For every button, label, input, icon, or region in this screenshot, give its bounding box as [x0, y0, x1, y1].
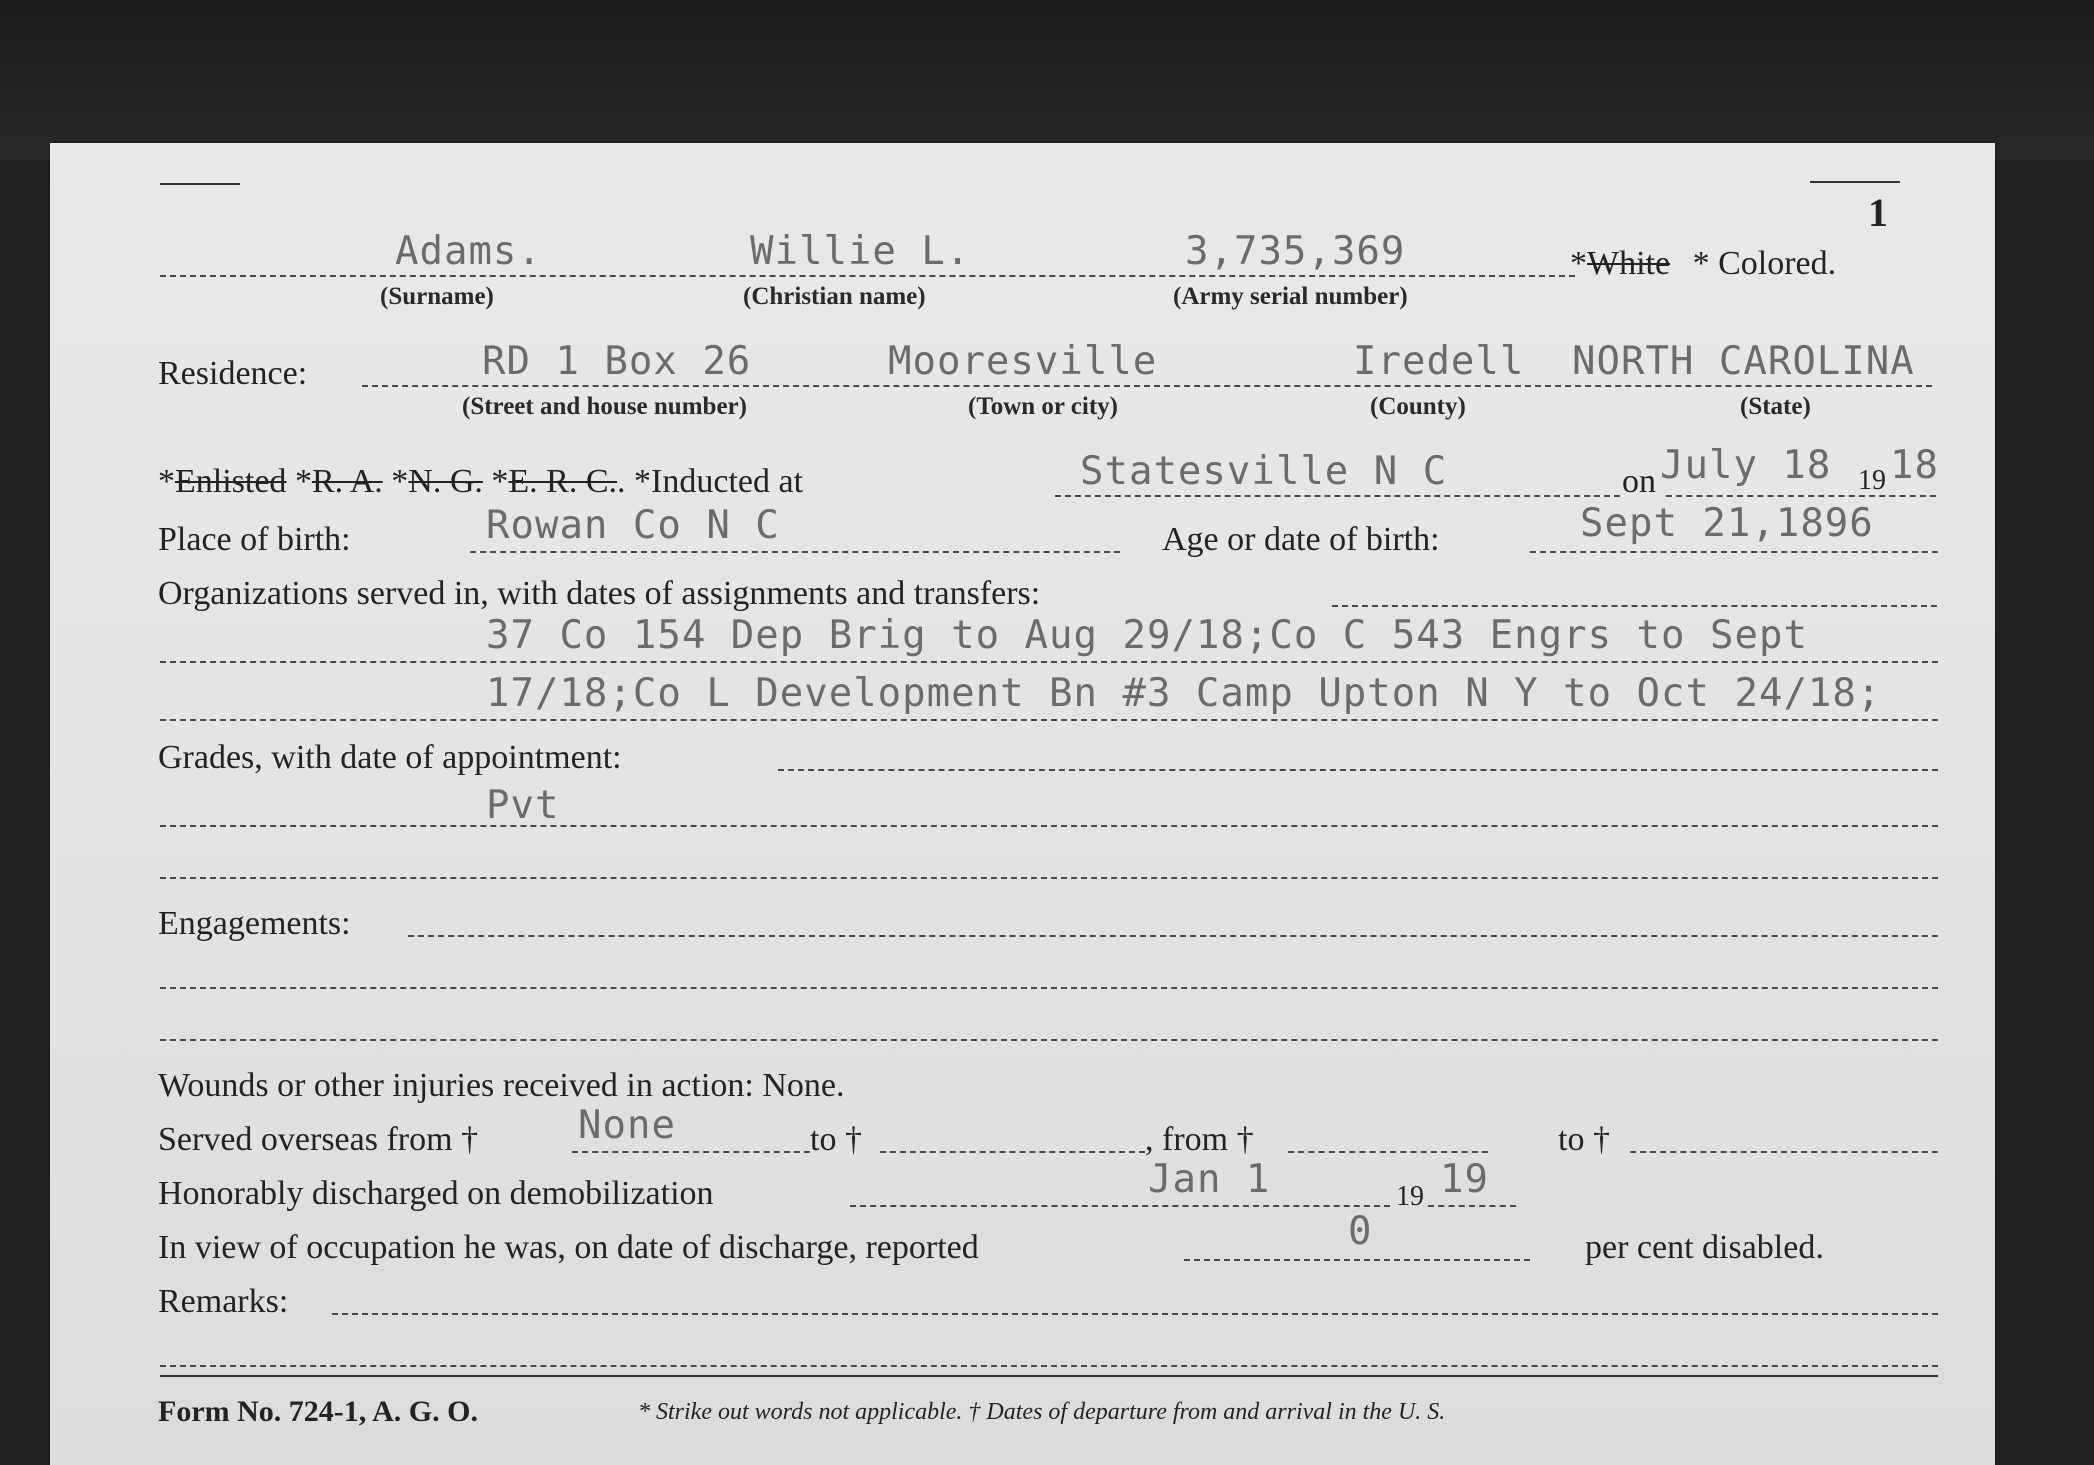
- card-number: 1: [1868, 190, 1888, 235]
- overseas-from-label: , from †: [1145, 1121, 1254, 1158]
- overseas-from-line: [572, 1151, 810, 1153]
- engagements-label: Engagements:: [158, 905, 351, 942]
- top-right-rule: [1810, 181, 1900, 183]
- race-options: *White * Colored.: [1570, 245, 1837, 282]
- service-record-card: [50, 143, 1995, 1465]
- enlisted-option: Enlisted: [175, 463, 287, 500]
- overseas-label: Served overseas from †: [158, 1121, 479, 1158]
- inducted-date: July 18: [1660, 443, 1832, 488]
- residence-line: [362, 385, 1932, 387]
- remarks-label: Remarks:: [158, 1283, 289, 1320]
- ra-option: R. A.: [311, 463, 383, 500]
- street-caption: (Street and house number): [462, 393, 747, 420]
- race-colored: Colored.: [1718, 245, 1837, 282]
- wounds-value: None.: [762, 1067, 845, 1104]
- disability-suffix: per cent disabled.: [1585, 1229, 1824, 1266]
- erc-option: E. R. C.: [508, 463, 618, 500]
- residence-county: Iredell: [1353, 339, 1525, 384]
- row1-line: [160, 275, 1575, 277]
- organizations-label: Organizations served in, with dates of assignments and transfers:: [158, 575, 1041, 612]
- form-number: Form No. 724-1, A. G. O.: [158, 1395, 478, 1428]
- grades-rule-1: [160, 825, 1938, 827]
- residence-label: Residence:: [158, 355, 308, 392]
- top-left-rule: [160, 183, 240, 185]
- overseas-to2-line: [1630, 1151, 1938, 1153]
- grades-rule-2: [160, 877, 1938, 879]
- grades-line-0: [778, 769, 1938, 771]
- overseas-value: None: [578, 1103, 676, 1148]
- birth-date-line: [1530, 551, 1938, 553]
- discharge-year-suffix: 19: [1440, 1157, 1489, 1202]
- organizations-line-0: [1332, 605, 1937, 607]
- overseas-from2-line: [1288, 1151, 1488, 1153]
- inducted-on-label: on: [1622, 463, 1656, 500]
- overseas-to2-label: to †: [1558, 1121, 1610, 1158]
- birth-place-label: Place of birth:: [158, 521, 351, 558]
- overseas-to-label: to †: [810, 1121, 862, 1158]
- enlistment-options: *Enlisted *R. A. *N. G. *E. R. C.. *Inducted at: [158, 463, 804, 500]
- inducted-year-prefix: 19: [1858, 465, 1886, 496]
- birth-date-label: Age or date of birth:: [1162, 521, 1440, 558]
- state-caption: (State): [1740, 393, 1811, 420]
- remarks-line-0: [332, 1313, 1938, 1315]
- discharge-date-line: [850, 1205, 1390, 1207]
- race-white: White: [1587, 245, 1671, 282]
- birth-place-line: [470, 551, 1120, 553]
- organizations-rule-1: [160, 661, 1938, 663]
- engagements-rule-2: [160, 1039, 1938, 1041]
- county-caption: (County): [1370, 393, 1466, 420]
- wounds-label-text: Wounds or other injuries received in action:: [158, 1067, 754, 1104]
- discharge-date: Jan 1: [1148, 1157, 1271, 1202]
- scanner-background: [0, 0, 2094, 160]
- engagements-rule-1: [160, 987, 1938, 989]
- discharge-year-prefix: 19: [1396, 1181, 1424, 1212]
- organizations-line-1: 37 Co 154 Dep Brig to Aug 29/18;Co C 543 Engrs to Sept: [486, 613, 1808, 658]
- inducted-date-line: [1666, 495, 1936, 497]
- disability-value: 0: [1348, 1209, 1373, 1254]
- disability-label: In view of occupation he was, on date of discharge, reported: [158, 1229, 979, 1266]
- inducted-label: Inducted at: [651, 463, 804, 500]
- serial-caption: (Army serial number): [1173, 283, 1408, 310]
- inducted-place-line: [1055, 495, 1620, 497]
- organizations-line-2: 17/18;Co L Development Bn #3 Camp Upton N Y to Oct 24/18;: [486, 671, 1882, 716]
- residence-street: RD 1 Box 26: [482, 339, 752, 384]
- remarks-rule-1: [160, 1365, 1938, 1367]
- inducted-year-suffix: 18: [1890, 443, 1939, 488]
- grades-value: Pvt: [486, 783, 560, 828]
- birth-date: Sept 21,1896: [1580, 501, 1874, 546]
- christian-caption: (Christian name): [743, 283, 926, 310]
- footer-note: * Strike out words not applicable. † Dates of departure from and arrival in the U. S.: [638, 1399, 1446, 1425]
- surname-value: Adams.: [395, 229, 542, 274]
- grades-label: Grades, with date of appointment:: [158, 739, 622, 776]
- town-caption: (Town or city): [968, 393, 1118, 420]
- christian-name-value: Willie L.: [750, 229, 971, 274]
- serial-number-value: 3,735,369: [1185, 229, 1406, 274]
- birth-place: Rowan Co N C: [486, 503, 780, 548]
- remarks-rule-2: [160, 1375, 1938, 1377]
- organizations-rule-2: [160, 719, 1938, 721]
- engagements-line-0: [408, 935, 1938, 937]
- wounds-label: [158, 1067, 845, 1105]
- discharge-label: Honorably discharged on demobilization: [158, 1175, 714, 1212]
- inducted-place: Statesville N C: [1080, 449, 1448, 494]
- residence-town: Mooresville: [888, 339, 1158, 384]
- residence-state: NORTH CAROLINA: [1572, 339, 1915, 384]
- overseas-to-line: [880, 1151, 1145, 1153]
- surname-caption: (Surname): [380, 283, 494, 310]
- disability-line: [1184, 1259, 1530, 1261]
- overseas-label-text: Served overseas from: [158, 1121, 453, 1158]
- discharge-year-line: [1428, 1205, 1516, 1207]
- ng-option: N. G.: [408, 463, 483, 500]
